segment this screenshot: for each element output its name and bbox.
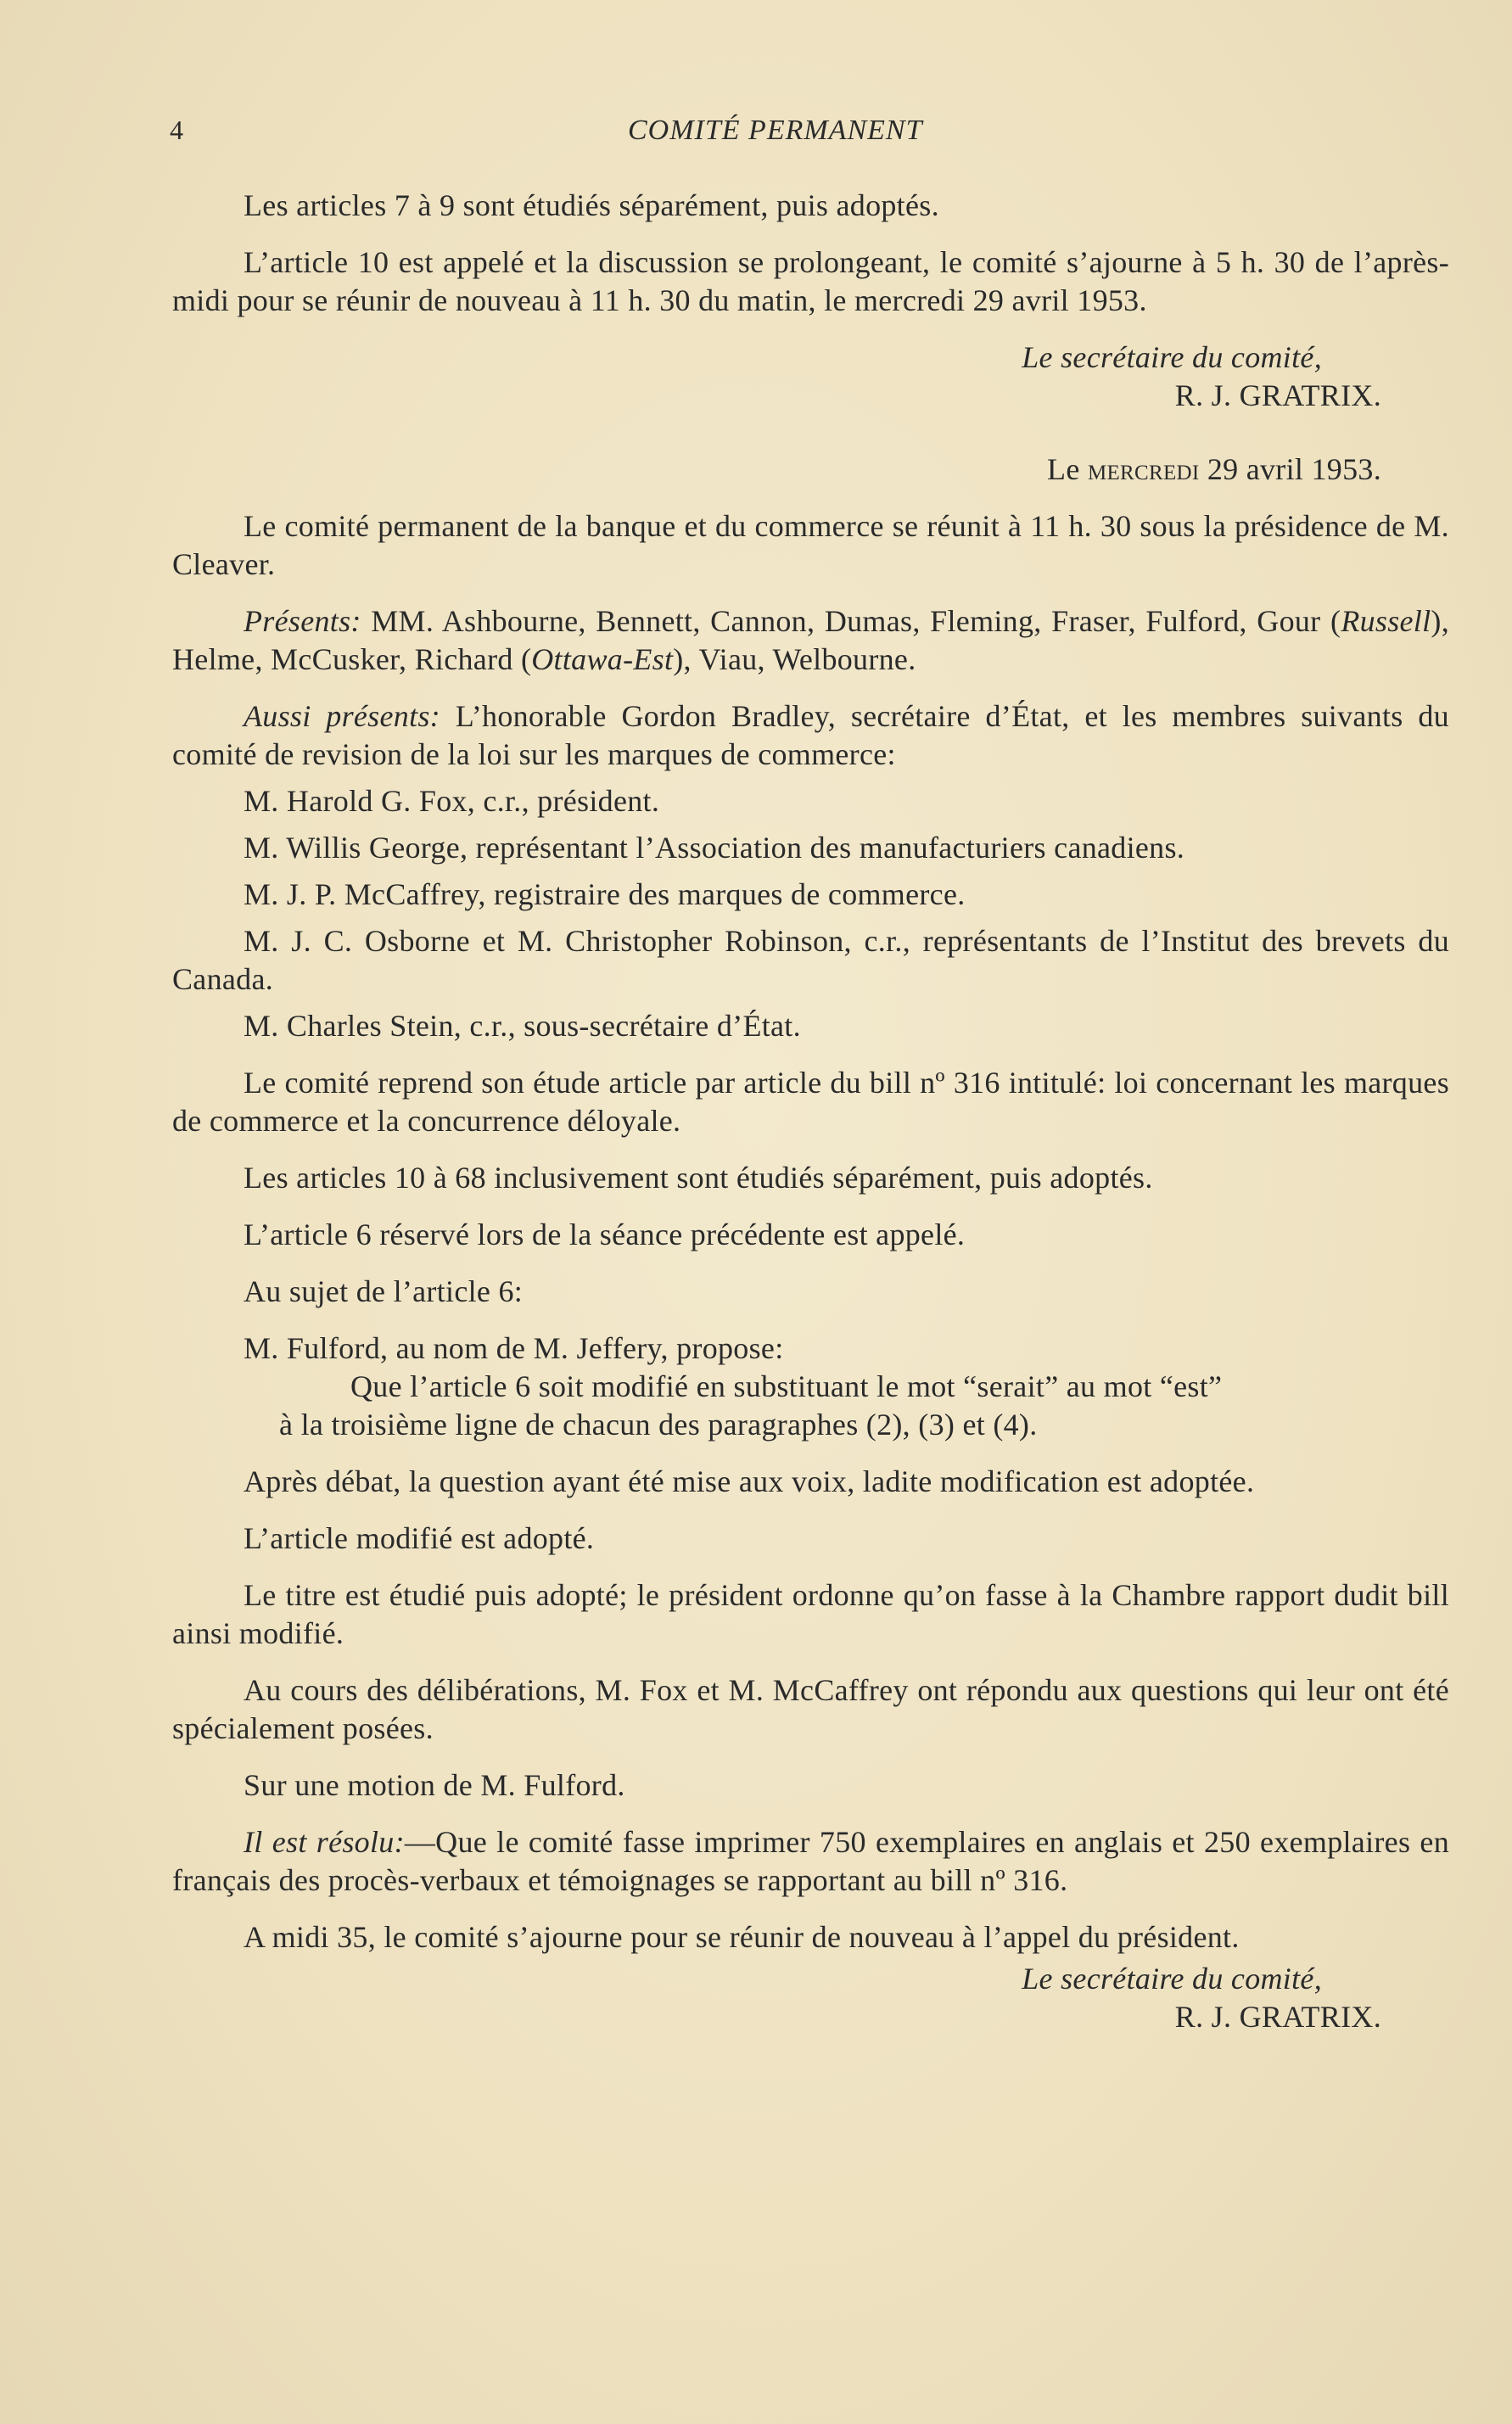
paragraph-adjournment: A midi 35, le comité s’ajourne pour se réunir de nouveau à l’appel du président. <box>244 1920 1240 1954</box>
member-item: M. Harold G. Fox, c.r., président. <box>244 784 660 818</box>
paragraph-vote: Après débat, la question ayant été mise aux voix, ladite modification est adoptée. <box>244 1464 1255 1498</box>
presents-text: MM. Ashbourne, Bennett, Cannon, Dumas, Fleming, Fraser, Fulford, Gour ( <box>371 604 1341 638</box>
paragraph-deliberations: Au cours des délibérations, M. Fox et M. McCaffrey ont répondu aux questions qui leur ont été spécialement posées. <box>172 1673 1449 1745</box>
quote-line: à la troisième ligne de chacun des paragraphes (2), (3) et (4). <box>279 1408 1038 1442</box>
aussi-label: Aussi présents: <box>244 699 440 733</box>
date-weekday: mercredi <box>1087 452 1200 486</box>
paragraph-articles-10-68: Les articles 10 à 68 inclusivement sont étudiés séparément, puis adoptés. <box>244 1161 1153 1195</box>
date-prefix: Le <box>1047 452 1080 486</box>
aussi-text: L’honorable Gordon Bradley, secrétaire d’État, et les membres suivants du comité de revision de la loi sur les marques de commerce: <box>172 699 1449 771</box>
paragraph-article-adopted: L’article modifié est adopté. <box>244 1521 595 1555</box>
presents-text: ), Helme, McCusker, Richard ( <box>172 604 1449 676</box>
member-item: M. Charles Stein, c.r., sous-secrétaire d’État. <box>244 1009 801 1043</box>
paragraph-motion-fulford: Sur une motion de M. Fulford. <box>244 1768 625 1802</box>
paragraph-resolution <box>172 1823 1449 1900</box>
page-number: 4 <box>170 115 183 145</box>
paragraph-article-6-subject: Au sujet de l’article 6: <box>244 1274 524 1308</box>
amendment-quote <box>172 1368 1449 1444</box>
page-header <box>170 115 1459 157</box>
member-item: M. Willis George, représentant l’Association des manufacturiers canadiens. <box>244 831 1185 865</box>
quote-line: Que l’article 6 soit modifié en substituant le mot “serait” au mot “est” <box>350 1369 1223 1403</box>
document-body <box>172 187 1449 2036</box>
paragraph-articles-7-9: Les articles 7 à 9 sont étudiés séparément, puis adoptés. <box>244 188 939 222</box>
paragraph-motion: M. Fulford, au nom de M. Jeffery, propose: <box>244 1331 784 1365</box>
presents-text: ), Viau, Welbourne. <box>673 642 916 676</box>
paragraph-article-6-called: L’article 6 réservé lors de la séance précédente est appelé. <box>244 1218 966 1251</box>
resolu-label: Il est résolu: <box>244 1825 405 1859</box>
meeting-date <box>172 451 1449 489</box>
signature-name: R. J. GRATRIX. <box>1174 2000 1381 2034</box>
presents-russell: Russell <box>1341 604 1431 638</box>
paragraph-bill-study: Le comité reprend son étude article par article du bill nº 316 intitulé: loi concernant les marques de commerce et la concurrence déloyale. <box>172 1066 1449 1138</box>
paragraph-title-adopted: Le titre est étudié puis adopté; le président ordonne qu’on fasse à la Chambre rapport dudit bill ainsi modifié. <box>172 1578 1449 1650</box>
signature-title: Le secrétaire du comité, <box>1022 340 1322 374</box>
presents-label: Présents: <box>244 604 361 638</box>
paragraph-presents <box>172 602 1449 679</box>
paragraph-article-10: L’article 10 est appelé et la discussion se prolongeant, le comité s’ajourne à 5 h. 30 de l’après-midi pour se réunir de nouveau à 11 h. 30 du matin, le mercredi 29 avril 1953. <box>172 245 1449 317</box>
member-item: M. J. P. McCaffrey, registraire des marques de commerce. <box>244 877 966 911</box>
signature-title: Le secrétaire du comité, <box>1022 1962 1322 1996</box>
signature-name: R. J. GRATRIX. <box>1174 378 1381 412</box>
resolu-text: —Que le comité fasse imprimer 750 exemplaires en anglais et 250 exemplaires en français des procès-verbaux et témoignages se rapportant au bill nº 316. <box>172 1825 1449 1897</box>
paragraph-aussi-presents <box>172 697 1449 774</box>
paragraph-meeting-opening: Le comité permanent de la banque et du commerce se réunit à 11 h. 30 sous la présidence de M. Cleaver. <box>172 509 1449 581</box>
member-item: M. J. C. Osborne et M. Christopher Robinson, c.r., représentants de l’Institut des brevets du Canada. <box>172 924 1449 996</box>
presents-ottawa: Ottawa-Est <box>531 642 674 676</box>
running-title: COMITÉ PERMANENT <box>628 115 923 146</box>
date-rest: 29 avril 1953. <box>1207 452 1381 486</box>
